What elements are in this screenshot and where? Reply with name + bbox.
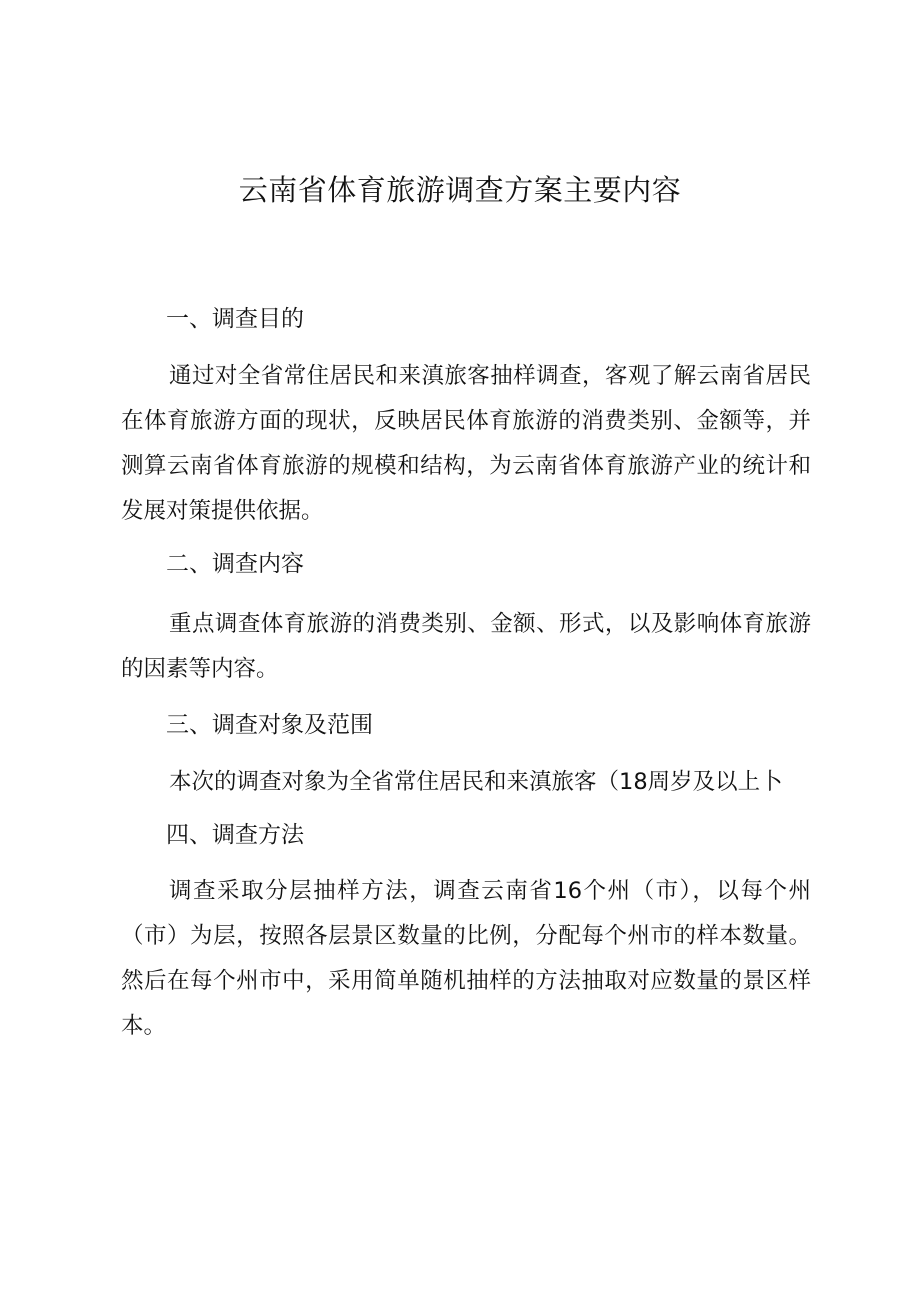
section-body-purpose: 通过对全省常住居民和来滇旅客抽样调查，客观了解云南省居民在体育旅游方面的现状，反映居民体育旅游的消费类别、金额等，并测算云南省体育旅游的规模和结构，为云南省体育旅游产业的统计和发展对策提供依据。 [121,363,811,524]
section-heading-scope: 三、调查对象及范围 [166,712,373,738]
section-heading-content: 二、调查内容 [166,551,304,577]
document-title: 云南省体育旅游调查方案主要内容 [238,173,682,207]
section-heading-purpose: 一、调查目的 [166,306,304,332]
section-body-content: 重点调查体育旅游的消费类别、金额、形式，以及影响体育旅游的因素等内容。 [121,611,811,682]
section-body-method: 调查采取分层抽样方法，调查云南省16个州（市），以每个州（市）为层，按照各层景区数量的比例，分配每个州市的样本数量。然后在每个州市中，采用简单随机抽样的方法抽取对应数量的景区样本。 [121,878,811,1039]
section-body-scope: 本次的调查对象为全省常住居民和来滇旅客（18周岁及以上卜 [169,769,783,795]
section-heading-method: 四、调查方法 [166,822,304,848]
